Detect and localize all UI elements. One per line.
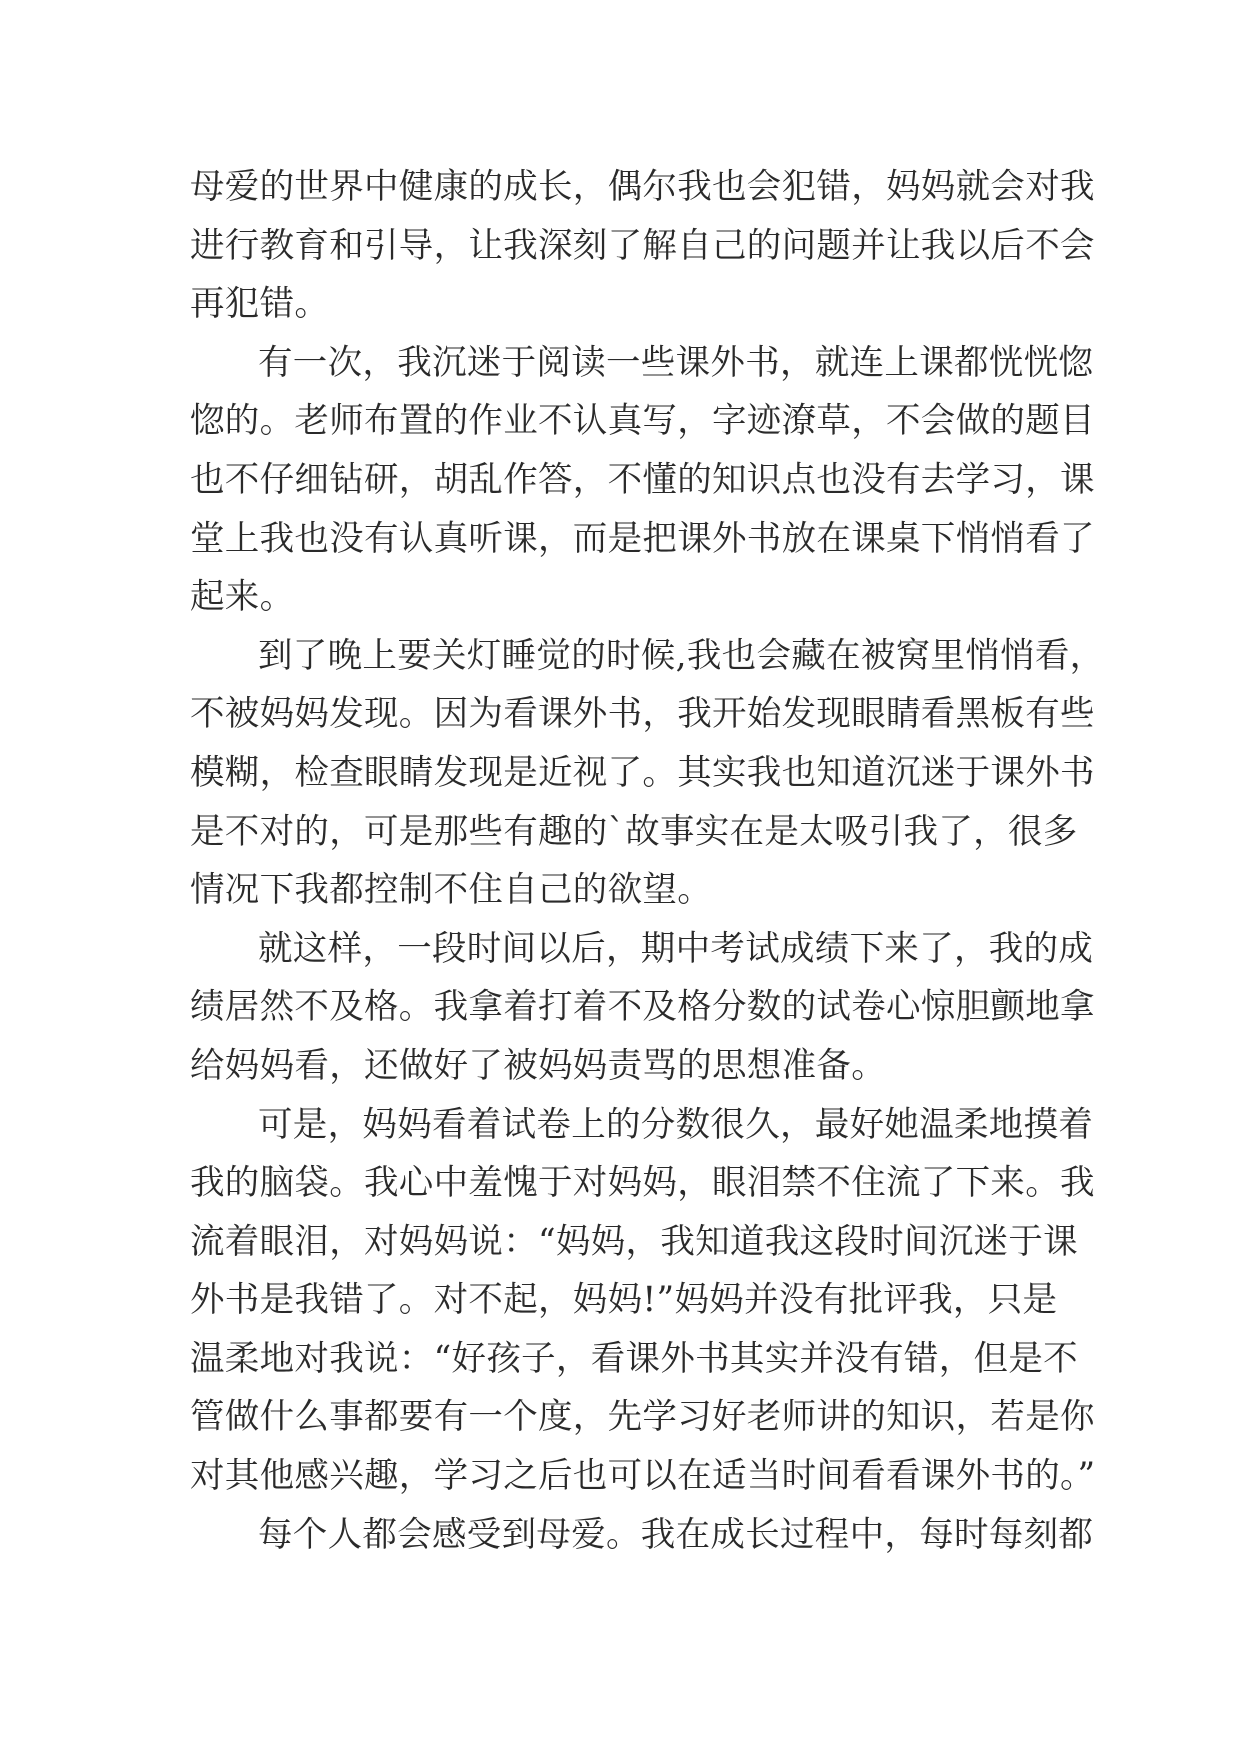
paragraph-first-line: 每个人都会感受到母爱。我在成长过程中，每时每刻都 [258,1514,1094,1555]
paragraph-first-line: 有一次，我沉迷于阅读一些课外书，就连上课都恍恍惚 [258,342,1094,383]
text-line: 温柔地对我说：“好孩子，看课外书其实并没有错，但是不 [190,1338,1078,1379]
paragraph-first-line: 可是，妈妈看着试卷上的分数很久，最好她温柔地摸着 [258,1104,1094,1145]
text-line: 管做什么事都要有一个度，先学习好老师讲的知识，若是你 [190,1397,1095,1438]
text-line: 起来。 [190,577,295,618]
paragraph-first-line: 到了晚上要关灯睡觉的时候,我也会藏在被窝里悄悄看， [258,635,1105,676]
text-line: 母爱的世界中健康的成长，偶尔我也会犯错，妈妈就会对我 [190,167,1095,207]
text-line: 也不仔细钻研，胡乱作答，不懂的知识点也没有去学习，课 [190,459,1095,500]
text-line: 模糊，检查眼睛发现是近视了。其实我也知道沉迷于课外书 [190,752,1095,793]
text-line: 对其他感兴趣，学习之后也可以在适当时间看看课外书的。” [190,1456,1096,1497]
essay-body [190,158,1105,1564]
paragraph-first-line: 就这样，一段时间以后，期中考试成绩下来了，我的成 [258,928,1094,969]
text-line: 我的脑袋。我心中羞愧于对妈妈，眼泪禁不住流了下来。我 [190,1163,1095,1204]
text-line: 再犯错。 [190,284,330,325]
text-line: 堂上我也没有认真听课，而是把课外书放在课桌下悄悄看了 [190,518,1095,559]
text-line: 外书是我错了。对不起，妈妈!”妈妈并没有批评我，只是 [190,1280,1058,1321]
text-line: 是不对的，可是那些有趣的`故事实在是太吸引我了，很多 [190,811,1078,852]
text-line: 惚的。老师布置的作业不认真写，字迹潦草，不会做的题目 [190,401,1095,442]
text-line: 情况下我都控制不住自己的欲望。 [190,870,712,911]
text-line: 给妈妈看，还做好了被妈妈责骂的思想准备。 [190,1045,886,1086]
text-line: 流着眼泪，对妈妈说：“妈妈，我知道我这段时间沉迷于课 [190,1221,1078,1262]
text-line: 不被妈妈发现。因为看课外书，我开始发现眼睛看黑板有些 [190,694,1095,735]
text-line: 绩居然不及格。我拿着打着不及格分数的试卷心惊胆颤地拿 [190,987,1095,1028]
text-line: 进行教育和引导，让我深刻了解自己的问题并让我以后不会 [190,225,1095,266]
